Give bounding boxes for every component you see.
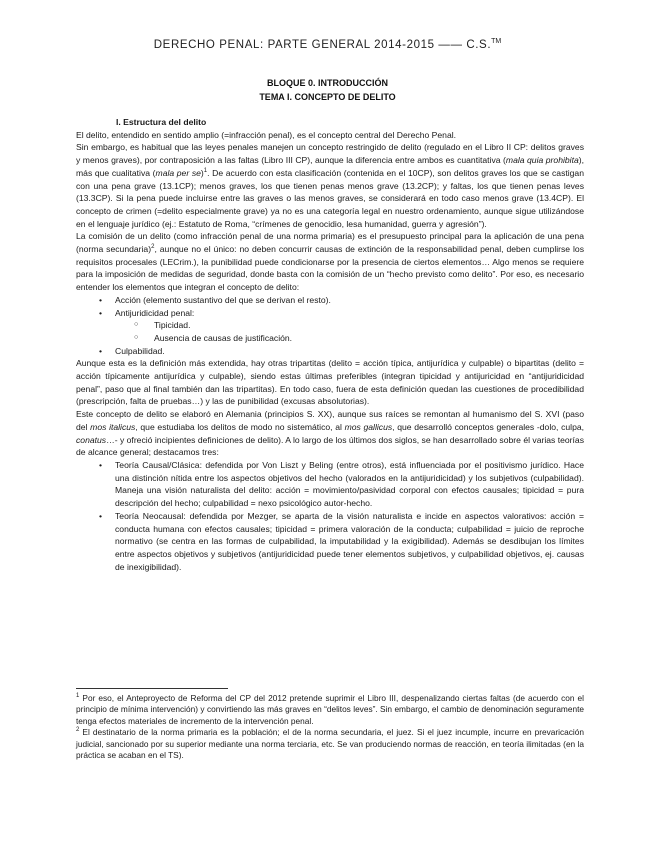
paragraph-5 bbox=[76, 408, 584, 459]
paragraph-2 bbox=[76, 141, 584, 230]
topic-heading: TEMA I. CONCEPTO DE DELITO bbox=[259, 92, 396, 102]
list-item-antijuridicidad bbox=[76, 307, 584, 345]
list-item-accion: • Acción (elemento sustantivo del que se derivan el resto). bbox=[76, 294, 584, 307]
footnote-separator bbox=[76, 688, 228, 689]
footnotes bbox=[76, 693, 584, 761]
paragraph-4: Aunque esta es la definición más extendida, hay otras tripartitas (delito = acción típica, antijurídica y culpable) o bipartitas (delito = acción típicamente antijurídica y culpable), siendo estas últimas preferibles (integran tipicidad y antijuricidad en “antijuridicidad penal”, paso que al final también dan las tripartitas). En todo caso, fuera de esta definición quedan las cuestiones de procedibilidad (prescripción, falta de pruebas…) y las de punibilidad (excusas absolutorias). bbox=[76, 358, 584, 407]
p2-text-a: Sin embargo, es habitual que las leyes penales manejen un concepto restringido de delito (regulado en el Libro II CP: delitos graves y menos graves), por contraposición a las faltas (Libro III CP), aunque la diferencia entre ambos es cuantitativa ( bbox=[76, 142, 584, 166]
antijuridicidad-sublist bbox=[115, 319, 584, 344]
p5-text-c: , que estudiaba los delitos de modo no sistemático, al bbox=[135, 421, 345, 432]
p2-italic-term-2: mala per se bbox=[155, 167, 201, 178]
paragraph-1: El delito, entendido en sentido amplio (=infracción penal), es el concepto central del Derecho Penal. bbox=[76, 129, 457, 140]
list-item-culpabilidad: • Culpabilidad. bbox=[76, 345, 584, 358]
footnote-2-text: El destinatario de la norma primaria es la población; el de la norma secundaria, el juez. Si el juez incumple, incurre en prevaricación judicial, sancionado por su superior mediante una norma terciaria, etc. Se van produciendo normas de reacción, en teoría ilimitadas (en la práctica se acaban en el TS). bbox=[76, 727, 584, 761]
theories-list bbox=[76, 459, 584, 573]
list-item-teoria-neocausal: • Teoría Neocausal: defendida por Mezger, se aparta de la visión naturalista e incide en aspectos valorativos: acción = conducta humana con efectos causales; tipicidad = primera valoración de la conducta; culpabilidad = juicio de reproche normativo (se centra en las formas de culpabilidad, la imputabilidad y la exigibilidad). Además se desdibujan los límites entre aspectos objetivos y subjetivos (antijuridicidad puede tener elementos subjetivos, y culpabilidad objetivos, ej. causas de inexigibilidad). bbox=[76, 510, 584, 574]
p2-text-e: ) bbox=[200, 167, 204, 178]
footnote-2 bbox=[76, 727, 584, 761]
list-item-tipicidad: ○ Tipicidad. bbox=[115, 319, 584, 332]
p3-text-a: La comisión de un delito (como infracción penal de una norma primaria) es el presupuesto principal para la aplicación de una pena (norma secundaria) bbox=[76, 231, 584, 255]
page-header bbox=[0, 38, 655, 51]
list-item-ausencia: ○ Ausencia de causas de justificación. bbox=[115, 332, 584, 345]
p5-text-a: Este concepto de delito se elaboró en Alemania (principios S. XX), aunque sus raíces se remontan al humanismo del S. XVI (paso del bbox=[76, 409, 584, 432]
list-item-teoria-causal: • Teoría Causal/Clásica: defendida por Von Liszt y Beling (entre otros), está influenciada por el positivismo jurídico. Hace una distinción nítida entre los aspectos objetivos del hecho (valorados en la antijuridicidad) y los subjetivos (culpabilidad). Maneja una visión naturalista del delito: acción = movimiento/pasividad corporal con efectos causales; tipicidad = pura descripción del hecho; culpabilidad = nexo psicológico autor-hecho. bbox=[76, 459, 584, 510]
p5-text-g: …- y ofreció incipientes definiciones de delito). A lo largo de los últimos dos siglos, se han desarrollado sobre él varias teorías de alcance general; destacamos tres: bbox=[76, 434, 584, 458]
document-body bbox=[76, 116, 584, 573]
header-title: DERECHO PENAL: PARTE GENERAL 2014-2015 —— C.S. bbox=[153, 38, 492, 51]
footnote-2-number: 2 bbox=[76, 727, 80, 734]
antijuridicidad-label: Antijuridicidad penal: bbox=[115, 307, 195, 318]
p5-italic-mos-gallicus: mos gallicus bbox=[344, 421, 393, 432]
p2-text-c: ), más que cualitativa ( bbox=[76, 155, 584, 178]
trademark-mark: TM bbox=[491, 38, 502, 45]
footnote-ref-1[interactable]: 1 bbox=[203, 167, 208, 174]
p2-italic-term-1: mala quia prohibita bbox=[505, 155, 579, 166]
p5-text-e: , que desarrolló conceptos generales -dolo, culpa, bbox=[392, 421, 585, 432]
section-title: I. Estructura del delito bbox=[116, 117, 207, 127]
p5-italic-conatus: conatus bbox=[76, 434, 107, 445]
p5-italic-mos-italicus: mos italicus bbox=[90, 421, 136, 432]
p3-text-b: , aunque no el único: no deben concurrir causas de extinción de la responsabilidad penal, deben cumplirse los requisitos procesales (LECrim.), la punibilidad puede condicionarse por la presencia de ciertos elementos… Algo menos se requiere para la imposición de medidas de seguridad, donde basta con la comisión de un “hecho previsto como delito”. Por eso, es necesario entender los elementos que integran el concepto de delito: bbox=[76, 244, 585, 293]
paragraph-3 bbox=[76, 230, 584, 294]
block-heading: BLOQUE 0. INTRODUCCIÓN bbox=[266, 78, 388, 88]
footnote-1 bbox=[76, 693, 584, 727]
footnote-1-number: 1 bbox=[76, 693, 80, 700]
footnote-ref-2[interactable]: 2 bbox=[151, 244, 155, 251]
p2-text-f: . De acuerdo con esta clasificación (contenida en el 10CP), son delitos graves los que se castigan con una pena grave (13.1CP); menos graves, los que tienen penas menos grave (13.2CP); y faltas, los que tienen penas leves (13.3CP). Si la pena puede incluirse entre las graves o las menos graves, se considerará en todo caso menos grave (13.4CP). El concepto de crimen (=delito especialmente grave) ya no es una categoría legal en nuestro ordenamiento, aunque sigue utilizándose en el lenguaje jurídico (ej.: Estatuto de Roma, “crímenes de genocidio, lesa humanidad, guerra y agresión”). bbox=[76, 167, 584, 229]
delito-elements-list bbox=[76, 294, 584, 358]
footnote-1-text: Por eso, el Anteproyecto de Reforma del CP del 2012 pretende suprimir el Libro III, despenalizando ciertas faltas (de acuerdo con el principio de mínima intervención) y convirtiendo las más graves en “delitos leves”. Sin embargo, el cambio de denominación seguramente tenga efectos materiales de incremento de la intervención penal. bbox=[76, 693, 584, 726]
